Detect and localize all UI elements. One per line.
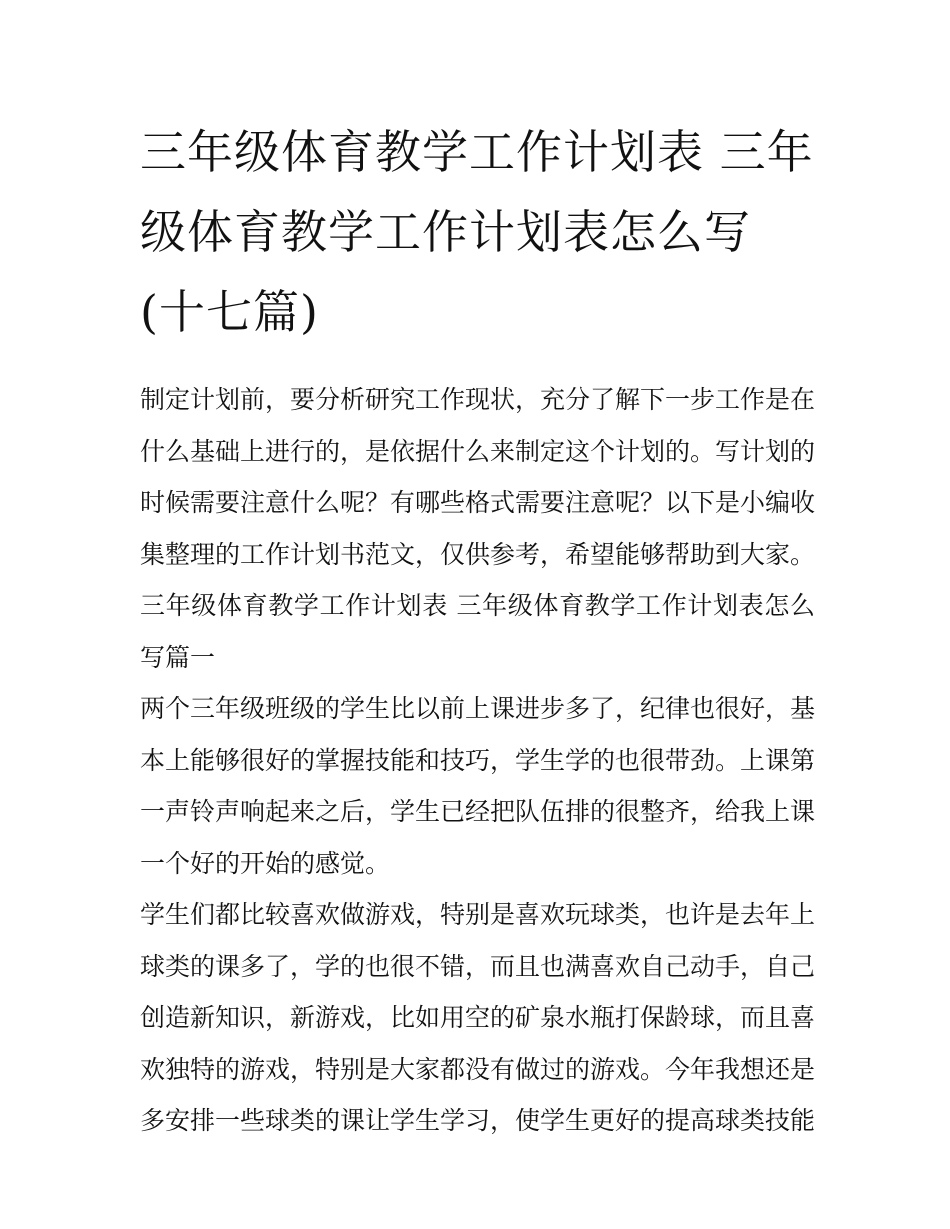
section-heading: 三年级体育教学工作计划表 三年级体育教学工作计划表怎么写篇一	[140, 591, 815, 672]
document-page	[140, 112, 815, 1147]
document-title: 三年级体育教学工作计划表 三年级体育教学工作计划表怎么写(十七篇)	[140, 125, 814, 339]
body-paragraph: 两个三年级班级的学生比以前上课进步多了，纪律也很好，基本上能够很好的掌握技能和技巧，学生学的也很带劲。上课第一声铃声响起来之后，学生已经把队伍排的很整齐，给我上课一个好的开始的感觉。	[140, 694, 816, 878]
intro-paragraph: 制定计划前，要分析研究工作现状，充分了解下一步工作是在什么基础上进行的，是依据什么来制定这个计划的。写计划的时候需要注意什么呢？有哪些格式需要注意呢？以下是小编收集整理的工作计划书范文，仅供参考，希望能够帮助到大家。	[140, 385, 816, 569]
document-body	[140, 374, 815, 1147]
body-paragraph: 学生们都比较喜欢做游戏，特别是喜欢玩球类，也许是去年上球类的课多了，学的也很不错，而且也满喜欢自己动手，自己创造新知识，新游戏，比如用空的矿泉水瓶打保龄球，而且喜欢独特的游戏，特别是大家都没有做过的游戏。今年我想还是多安排一些球类的课让学生学习，使学生更好的提高球类技能	[140, 900, 816, 1135]
